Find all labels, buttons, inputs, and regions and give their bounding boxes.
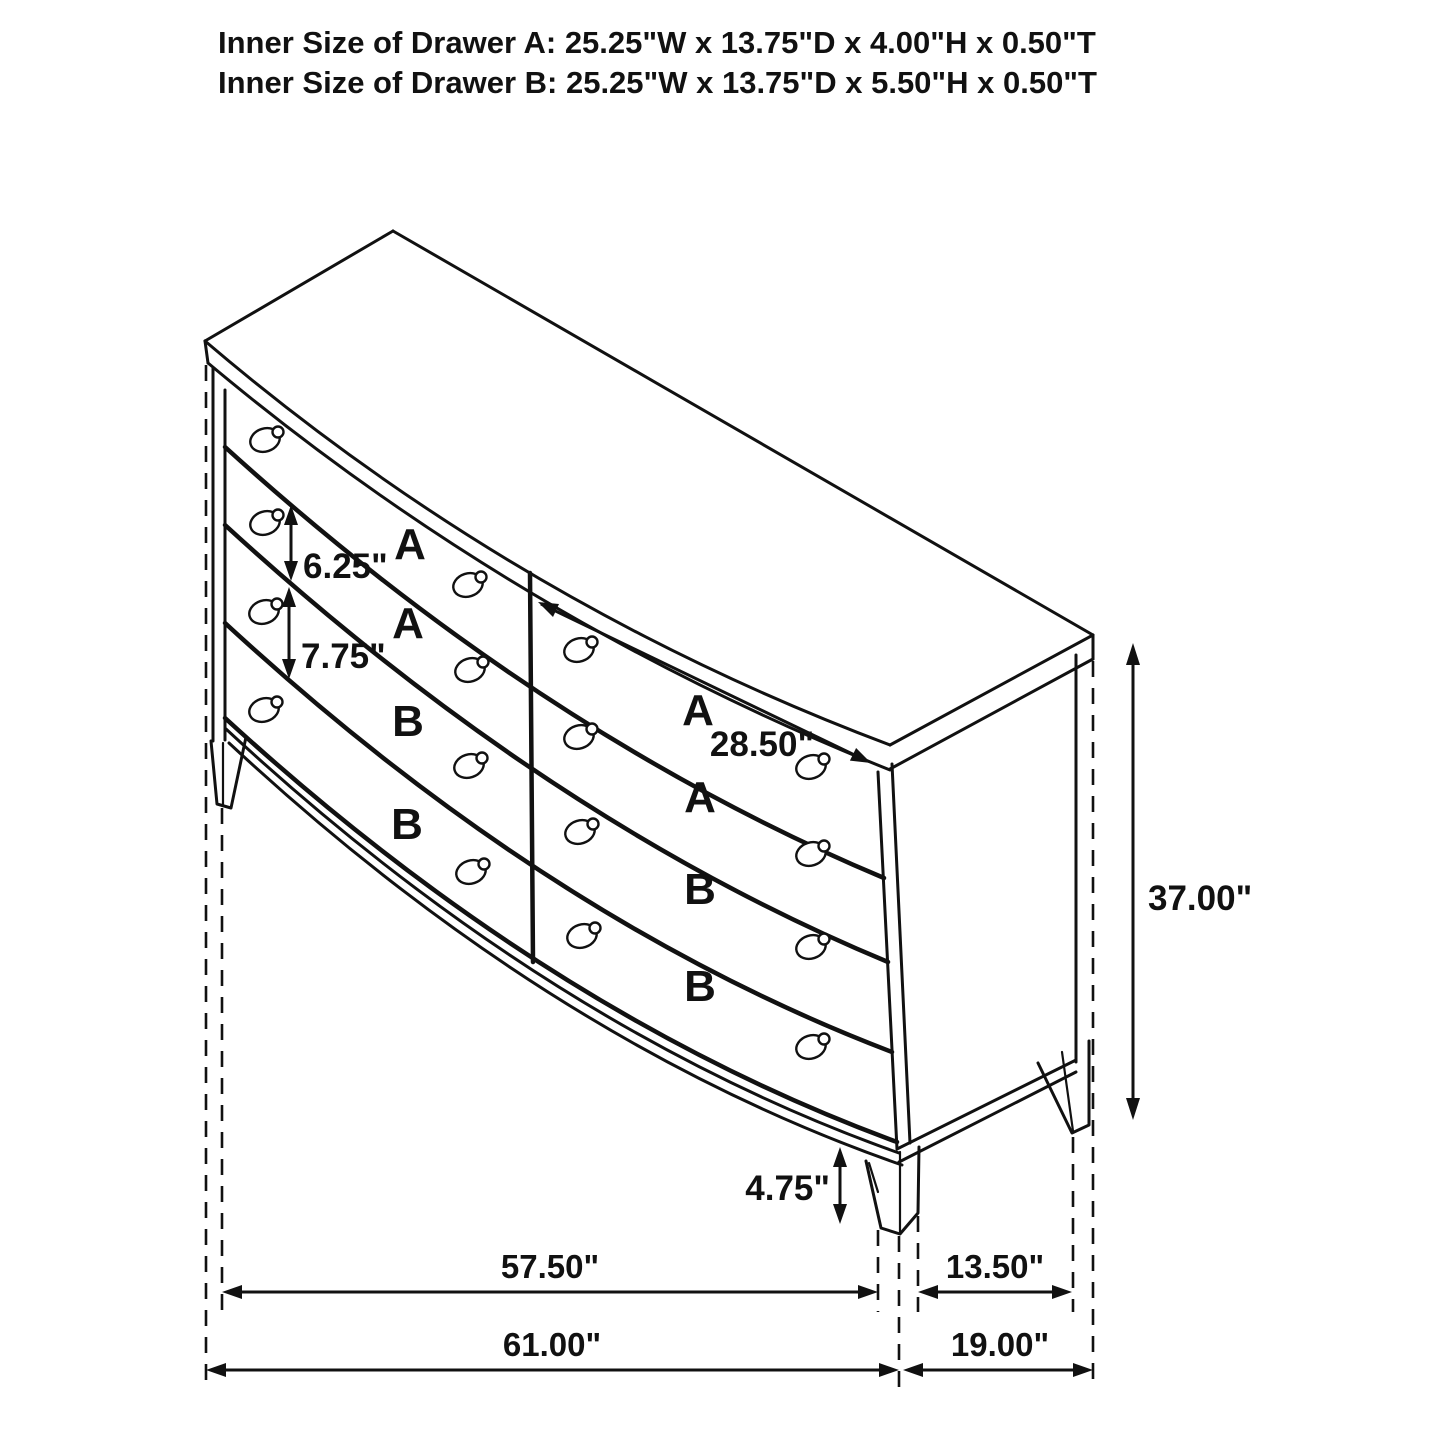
arrow-left-icon [206,1363,226,1377]
dim-label-7-75: 7.75" [301,637,386,676]
arrow-upleft-icon [538,602,559,617]
dim-label-61-00: 61.00" [502,1326,602,1363]
arrow-right-icon [1052,1285,1072,1299]
arrow-right-icon [858,1285,878,1299]
top-front-edge-curve [205,341,890,745]
knob-row4-left-col-left [246,694,282,725]
drawer-label-left-1: A [394,520,426,569]
dresser-top-surface [205,231,1093,770]
drawer-label-left-3: B [392,697,424,746]
knob-row3-right-col-left [562,816,598,847]
arrow-left-icon [903,1363,923,1377]
dim-label-37-00: 37.00" [1148,879,1253,918]
arrow-left-icon [918,1285,938,1299]
title-line-2: Inner Size of Drawer B: 25.25"W x 13.75"D x 5.50"H x 0.50"T [218,65,1097,100]
knob-row4-right-col-left [564,920,600,951]
drawer-label-right-4: B [684,962,716,1011]
drawer-label-right-1: A [682,686,714,735]
dim-label-19-00: 19.00" [950,1326,1050,1363]
side-panel-bottom-edge [897,1060,1076,1149]
title-line-1: Inner Size of Drawer A: 25.25"W x 13.75"D x 4.00"H x 0.50"T [218,25,1096,60]
top-slab-right-bottom [890,659,1093,769]
drawer-label-right-2: A [684,773,716,822]
dim-label-4-75: 4.75" [745,1169,830,1208]
drawer-letter-labels [391,520,716,1011]
knob-row2-left-col-left [247,507,283,538]
knob-row2-right-col-right [793,838,829,869]
knob-row1-left-col-left [247,424,283,455]
top-left-edge [205,231,393,341]
arrow-down-icon [833,1204,847,1224]
front-left-leg [211,737,246,808]
arrow-up-icon [282,587,296,607]
drawer-label-left-2: A [392,599,424,648]
dim-label-28-50: 28.50" [709,725,815,764]
title-block [218,25,1097,100]
dim-label-13-50: 13.50" [945,1248,1045,1285]
knob-row3-left-col-left [246,596,282,627]
arrow-down-icon [1126,1098,1140,1120]
arrow-right-icon [1073,1363,1093,1377]
knob-row4-left-col-right [453,856,489,887]
dim-leg-height [745,1147,847,1224]
dim-front-leg-span [222,1248,878,1299]
knob-row3-right-col-right [793,931,829,962]
dim-overall-width [206,1326,899,1377]
drawer-label-left-4: B [391,800,423,849]
arrow-left-icon [222,1285,242,1299]
knob-row2-left-col-right [452,654,488,685]
arrow-up-icon [833,1147,847,1167]
arrow-up-icon [1126,643,1140,665]
dim-drawer-b-height [282,587,386,679]
knob-row1-left-col-right [450,569,486,600]
knob-row2-right-col-left [561,721,597,752]
dim-label-6-25: 6.25" [303,547,388,586]
dim-side-leg-span [918,1248,1072,1299]
drawer-label-right-3: B [684,865,716,914]
arrow-downright-icon [850,748,871,763]
knob-row4-right-col-right [793,1031,829,1062]
dim-overall-depth [903,1326,1093,1377]
arrow-right-icon [879,1363,899,1377]
front-right-leg [866,1147,919,1234]
projection-lines [206,365,1093,1390]
dim-overall-height [1126,643,1252,1120]
knob-row1-right-col-left [561,634,597,665]
knob-row3-left-col-right [451,750,487,781]
dim-label-57-50: 57.50" [500,1248,600,1285]
top-right-edge [890,635,1093,745]
dresser-legs [211,737,1089,1234]
drawer-boundary-4 [225,718,897,1142]
